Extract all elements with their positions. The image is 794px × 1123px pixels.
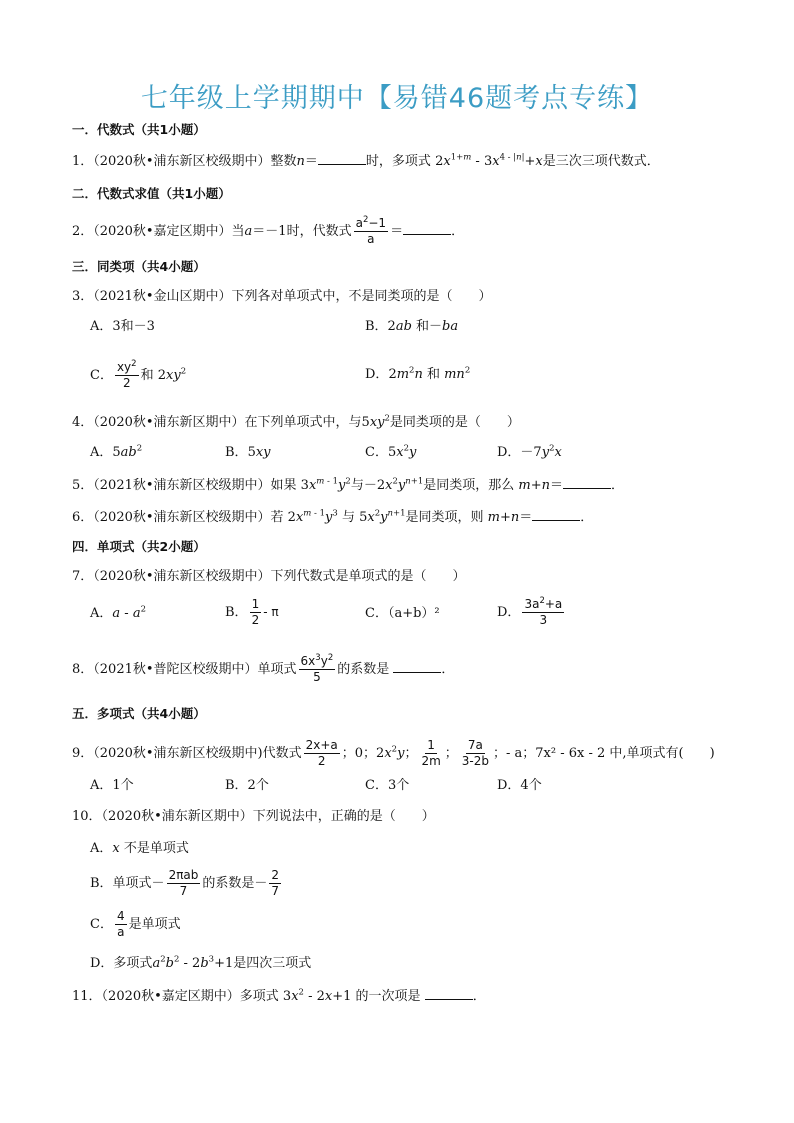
option-d: D．$-7y^2x$	[497, 443, 562, 460]
section-heading: 四．单项式（共2小题）	[72, 539, 206, 554]
option-c: C． $\frac{xy^2}{2}$ 和 $2xy^2$	[90, 359, 187, 390]
option-b: B． $\frac{1}{2}$ - π	[225, 597, 279, 627]
section-heading: 五．多项式（共4小题）	[72, 706, 206, 721]
option-b: B．2个	[225, 778, 269, 793]
option-d: D．4个	[497, 778, 542, 793]
option-a: A．1个	[90, 778, 134, 793]
option-b: B．2ab 和－ba	[365, 319, 459, 334]
option-c: C． $\frac{4}{a}$ 是单项式	[90, 909, 181, 939]
option-c: C．$5x^2y$	[365, 443, 417, 460]
question-2: 2．（2020秋•嘉定区期中）当a＝－1时，代数式 $\frac{a^2-1}{a}$ ＝ ．	[72, 215, 465, 246]
question-4: 4．（2020秋•浦东新区期中）在下列单项式中，与$5xy^2$是同类项的是（ ）	[72, 413, 520, 430]
question-3: 3．（2021秋•金山区期中）下列各对单项式中，不是同类项的是（ ）	[72, 289, 492, 304]
option-d: D．$2m^2n$ 和 $mn^2$	[365, 365, 471, 382]
option-b: B．单项式－ $\frac{\text{2πab}}{7}$ 的系数是－ $\frac{2}{7}$	[90, 868, 280, 898]
option-d: D． $\frac{3a^2+a}{3}$	[497, 596, 563, 627]
option-a: A．x 不是单项式	[90, 841, 189, 856]
question-6: 6．（2020秋•浦东新区校级期中）若 $2x^{m - 1}y^3$ 与 $5x^2y^{n+1}$是同类项，则 m+n＝ ．	[72, 508, 594, 525]
option-a: A．a - $a^2$	[90, 604, 147, 621]
option-c: C．（a+b）²	[365, 606, 440, 621]
question-7: 7．（2020秋•浦东新区校级期中）下列代数式是单项式的是（ ）	[72, 569, 466, 584]
question-5: 5．（2021秋•浦东新区校级期中）如果 $3x^{m - 1}y^2$与$-2x^2y^{n+1}$是同类项，那么 m+n＝ ．	[72, 476, 625, 493]
section-heading: 一．代数式（共1小题）	[72, 122, 206, 137]
question-8: 8．（2021秋•普陀区校级期中）单项式 $\frac{6x^3y^2}{5}$ 的系数是 ．	[72, 653, 455, 684]
option-a: A．$5ab^2$	[90, 443, 143, 460]
section-heading: 二．代数式求值（共1小题）	[72, 186, 231, 201]
page-title: 七年级上学期期中【易错46题考点专练】	[140, 83, 654, 114]
section-heading: 三．同类项（共4小题）	[72, 259, 206, 274]
option-c: C．3个	[365, 778, 410, 793]
question-11: 11．（2020秋•嘉定区期中）多项式 $3x^2 - 2x+1$ 的一次项是 ．	[72, 987, 486, 1004]
option-d: D．多项式$a^2b^2 - 2b^3+1$是四次三项式	[90, 954, 312, 971]
question-1: 1．（2020秋•浦东新区校级期中）整数n＝ 时，多项式 $2x^{1+m} - 3x^{4 - |n|}+x$是三次三项代数式．	[72, 152, 660, 169]
question-10: 10．（2020秋•浦东新区期中）下列说法中，正确的是（ ）	[72, 809, 435, 824]
option-b: B．5xy	[225, 445, 271, 460]
question-9: 9．（2020秋•浦东新区校级期中)代数式 $\frac{2x+a}{2}$ ；0；$2x^2y$； $\frac{1}{2m}$ ； $\frac{7a}{3-2b}$ ；- a；7x² - 6x - 2 中,单项式有( )	[72, 738, 715, 768]
option-a: A．3和－3	[90, 319, 155, 334]
